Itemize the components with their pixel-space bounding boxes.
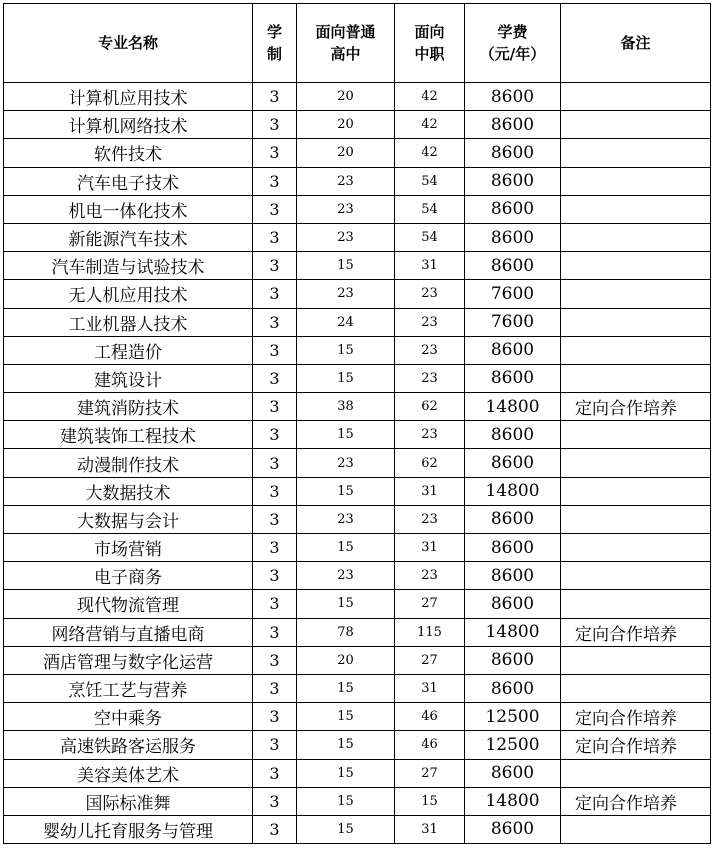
general-quota-cell: 15 xyxy=(297,252,395,280)
vocational-quota-cell: 23 xyxy=(395,505,465,533)
general-quota-cell: 15 xyxy=(297,703,395,731)
study-length-cell: 3 xyxy=(253,308,297,336)
note-cell xyxy=(561,562,711,590)
header-row xyxy=(4,4,711,83)
study-length-cell: 3 xyxy=(253,336,297,364)
vocational-quota-cell: 27 xyxy=(395,590,465,618)
tuition-cell: 8600 xyxy=(465,505,561,533)
note-cell xyxy=(561,505,711,533)
study-length-cell: 3 xyxy=(253,83,297,111)
study-length-cell: 3 xyxy=(253,252,297,280)
table-row xyxy=(4,759,711,787)
tuition-cell: 8600 xyxy=(465,674,561,702)
major-name-cell: 机电一体化技术 xyxy=(4,195,253,223)
vocational-quota-cell: 42 xyxy=(395,83,465,111)
note-cell xyxy=(561,280,711,308)
study-length-cell: 3 xyxy=(253,449,297,477)
vocational-quota-cell: 46 xyxy=(395,703,465,731)
table-row xyxy=(4,674,711,702)
study-length-cell: 3 xyxy=(253,534,297,562)
study-length-cell: 3 xyxy=(253,646,297,674)
vocational-quota-cell: 27 xyxy=(395,759,465,787)
table-row xyxy=(4,364,711,392)
table-row xyxy=(4,223,711,251)
vocational-quota-cell: 46 xyxy=(395,731,465,759)
tuition-cell: 14800 xyxy=(465,618,561,646)
study-length-cell: 3 xyxy=(253,505,297,533)
major-name-cell: 新能源汽车技术 xyxy=(4,223,253,251)
study-length-cell: 3 xyxy=(253,195,297,223)
table-row xyxy=(4,111,711,139)
major-name-cell: 烹饪工艺与营养 xyxy=(4,674,253,702)
study-length-cell: 3 xyxy=(253,393,297,421)
study-length-cell: 3 xyxy=(253,731,297,759)
vocational-quota-cell: 23 xyxy=(395,364,465,392)
vocational-quota-cell: 23 xyxy=(395,280,465,308)
major-name-cell: 建筑装饰工程技术 xyxy=(4,421,253,449)
tuition-cell: 8600 xyxy=(465,562,561,590)
general-quota-cell: 20 xyxy=(297,646,395,674)
table-row xyxy=(4,83,711,111)
header-study-length: 学 制 xyxy=(253,4,297,83)
tuition-cell: 8600 xyxy=(465,759,561,787)
vocational-quota-cell: 23 xyxy=(395,562,465,590)
general-quota-cell: 20 xyxy=(297,111,395,139)
general-quota-cell: 15 xyxy=(297,364,395,392)
general-quota-cell: 23 xyxy=(297,280,395,308)
table-row xyxy=(4,477,711,505)
vocational-quota-cell: 54 xyxy=(395,195,465,223)
note-cell xyxy=(561,674,711,702)
table-row xyxy=(4,393,711,421)
note-cell xyxy=(561,815,711,843)
note-cell: 定向合作培养 xyxy=(561,393,711,421)
vocational-quota-cell: 54 xyxy=(395,223,465,251)
major-name-cell: 动漫制作技术 xyxy=(4,449,253,477)
tuition-cell: 8600 xyxy=(465,83,561,111)
note-cell xyxy=(561,111,711,139)
tuition-cell: 8600 xyxy=(465,534,561,562)
study-length-cell: 3 xyxy=(253,280,297,308)
note-cell xyxy=(561,308,711,336)
tuition-cell: 14800 xyxy=(465,393,561,421)
general-quota-cell: 20 xyxy=(297,83,395,111)
vocational-quota-cell: 62 xyxy=(395,449,465,477)
note-cell xyxy=(561,646,711,674)
note-cell xyxy=(561,421,711,449)
general-quota-cell: 15 xyxy=(297,534,395,562)
note-cell xyxy=(561,139,711,167)
table-row xyxy=(4,618,711,646)
study-length-cell: 3 xyxy=(253,815,297,843)
tuition-cell: 12500 xyxy=(465,703,561,731)
major-name-cell: 无人机应用技术 xyxy=(4,280,253,308)
tuition-cell: 8600 xyxy=(465,167,561,195)
note-cell xyxy=(561,534,711,562)
tuition-cell: 14800 xyxy=(465,787,561,815)
note-cell: 定向合作培养 xyxy=(561,787,711,815)
major-name-cell: 建筑消防技术 xyxy=(4,393,253,421)
general-quota-cell: 15 xyxy=(297,477,395,505)
major-name-cell: 大数据与会计 xyxy=(4,505,253,533)
major-name-cell: 空中乘务 xyxy=(4,703,253,731)
major-name-cell: 工业机器人技术 xyxy=(4,308,253,336)
table-row xyxy=(4,252,711,280)
table-row xyxy=(4,646,711,674)
table-row xyxy=(4,590,711,618)
table-row xyxy=(4,505,711,533)
vocational-quota-cell: 42 xyxy=(395,111,465,139)
note-cell xyxy=(561,252,711,280)
study-length-cell: 3 xyxy=(253,477,297,505)
vocational-quota-cell: 31 xyxy=(395,815,465,843)
general-quota-cell: 23 xyxy=(297,195,395,223)
general-quota-cell: 15 xyxy=(297,731,395,759)
major-name-cell: 汽车电子技术 xyxy=(4,167,253,195)
study-length-cell: 3 xyxy=(253,787,297,815)
general-quota-cell: 23 xyxy=(297,223,395,251)
major-name-cell: 婴幼儿托育服务与管理 xyxy=(4,815,253,843)
table-row xyxy=(4,703,711,731)
general-quota-cell: 15 xyxy=(297,759,395,787)
tuition-cell: 7600 xyxy=(465,308,561,336)
vocational-quota-cell: 54 xyxy=(395,167,465,195)
study-length-cell: 3 xyxy=(253,364,297,392)
major-name-cell: 计算机应用技术 xyxy=(4,83,253,111)
study-length-cell: 3 xyxy=(253,111,297,139)
major-name-cell: 美容美体艺术 xyxy=(4,759,253,787)
header-major-name: 专业名称 xyxy=(4,4,253,83)
vocational-quota-cell: 62 xyxy=(395,393,465,421)
tuition-cell: 8600 xyxy=(465,111,561,139)
table-row xyxy=(4,421,711,449)
general-quota-cell: 24 xyxy=(297,308,395,336)
enrollment-table xyxy=(3,3,711,844)
table-row xyxy=(4,195,711,223)
header-vocational: 面向 中职 xyxy=(395,4,465,83)
vocational-quota-cell: 23 xyxy=(395,308,465,336)
table-row xyxy=(4,534,711,562)
general-quota-cell: 15 xyxy=(297,421,395,449)
tuition-cell: 8600 xyxy=(465,223,561,251)
study-length-cell: 3 xyxy=(253,703,297,731)
tuition-cell: 14800 xyxy=(465,477,561,505)
table-row xyxy=(4,449,711,477)
note-cell xyxy=(561,336,711,364)
study-length-cell: 3 xyxy=(253,167,297,195)
vocational-quota-cell: 23 xyxy=(395,336,465,364)
tuition-cell: 8600 xyxy=(465,139,561,167)
major-name-cell: 酒店管理与数字化运营 xyxy=(4,646,253,674)
table-row xyxy=(4,815,711,843)
general-quota-cell: 15 xyxy=(297,815,395,843)
table-row xyxy=(4,280,711,308)
header-tuition: 学费 （元/年） xyxy=(465,4,561,83)
tuition-cell: 8600 xyxy=(465,590,561,618)
major-name-cell: 工程造价 xyxy=(4,336,253,364)
major-name-cell: 电子商务 xyxy=(4,562,253,590)
tuition-cell: 8600 xyxy=(465,646,561,674)
general-quota-cell: 20 xyxy=(297,139,395,167)
vocational-quota-cell: 31 xyxy=(395,534,465,562)
note-cell xyxy=(561,364,711,392)
note-cell xyxy=(561,477,711,505)
vocational-quota-cell: 115 xyxy=(395,618,465,646)
general-quota-cell: 15 xyxy=(297,590,395,618)
vocational-quota-cell: 15 xyxy=(395,787,465,815)
header-note: 备注 xyxy=(561,4,711,83)
general-quota-cell: 15 xyxy=(297,787,395,815)
header-general-high-school: 面向普通 高中 xyxy=(297,4,395,83)
note-cell xyxy=(561,195,711,223)
tuition-cell: 8600 xyxy=(465,815,561,843)
note-cell xyxy=(561,590,711,618)
vocational-quota-cell: 27 xyxy=(395,646,465,674)
major-name-cell: 高速铁路客运服务 xyxy=(4,731,253,759)
note-cell xyxy=(561,449,711,477)
major-name-cell: 大数据技术 xyxy=(4,477,253,505)
table-row xyxy=(4,139,711,167)
major-name-cell: 网络营销与直播电商 xyxy=(4,618,253,646)
study-length-cell: 3 xyxy=(253,590,297,618)
major-name-cell: 现代物流管理 xyxy=(4,590,253,618)
vocational-quota-cell: 31 xyxy=(395,252,465,280)
tuition-cell: 8600 xyxy=(465,252,561,280)
general-quota-cell: 15 xyxy=(297,336,395,364)
table-row xyxy=(4,731,711,759)
table-row xyxy=(4,336,711,364)
tuition-cell: 8600 xyxy=(465,421,561,449)
note-cell: 定向合作培养 xyxy=(561,731,711,759)
study-length-cell: 3 xyxy=(253,223,297,251)
note-cell xyxy=(561,759,711,787)
general-quota-cell: 23 xyxy=(297,505,395,533)
vocational-quota-cell: 42 xyxy=(395,139,465,167)
major-name-cell: 汽车制造与试验技术 xyxy=(4,252,253,280)
general-quota-cell: 38 xyxy=(297,393,395,421)
tuition-cell: 8600 xyxy=(465,364,561,392)
study-length-cell: 3 xyxy=(253,674,297,702)
note-cell xyxy=(561,223,711,251)
general-quota-cell: 23 xyxy=(297,449,395,477)
study-length-cell: 3 xyxy=(253,562,297,590)
tuition-cell: 12500 xyxy=(465,731,561,759)
table-row xyxy=(4,167,711,195)
study-length-cell: 3 xyxy=(253,618,297,646)
vocational-quota-cell: 23 xyxy=(395,421,465,449)
note-cell xyxy=(561,167,711,195)
table-row xyxy=(4,562,711,590)
study-length-cell: 3 xyxy=(253,421,297,449)
study-length-cell: 3 xyxy=(253,139,297,167)
general-quota-cell: 78 xyxy=(297,618,395,646)
major-name-cell: 软件技术 xyxy=(4,139,253,167)
study-length-cell: 3 xyxy=(253,759,297,787)
tuition-cell: 8600 xyxy=(465,449,561,477)
table-row xyxy=(4,308,711,336)
note-cell xyxy=(561,83,711,111)
note-cell: 定向合作培养 xyxy=(561,618,711,646)
tuition-cell: 7600 xyxy=(465,280,561,308)
vocational-quota-cell: 31 xyxy=(395,477,465,505)
major-name-cell: 建筑设计 xyxy=(4,364,253,392)
major-name-cell: 计算机网络技术 xyxy=(4,111,253,139)
table-row xyxy=(4,787,711,815)
major-name-cell: 国际标准舞 xyxy=(4,787,253,815)
general-quota-cell: 15 xyxy=(297,674,395,702)
general-quota-cell: 23 xyxy=(297,167,395,195)
tuition-cell: 8600 xyxy=(465,336,561,364)
major-name-cell: 市场营销 xyxy=(4,534,253,562)
tuition-cell: 8600 xyxy=(465,195,561,223)
general-quota-cell: 23 xyxy=(297,562,395,590)
note-cell: 定向合作培养 xyxy=(561,703,711,731)
vocational-quota-cell: 31 xyxy=(395,674,465,702)
